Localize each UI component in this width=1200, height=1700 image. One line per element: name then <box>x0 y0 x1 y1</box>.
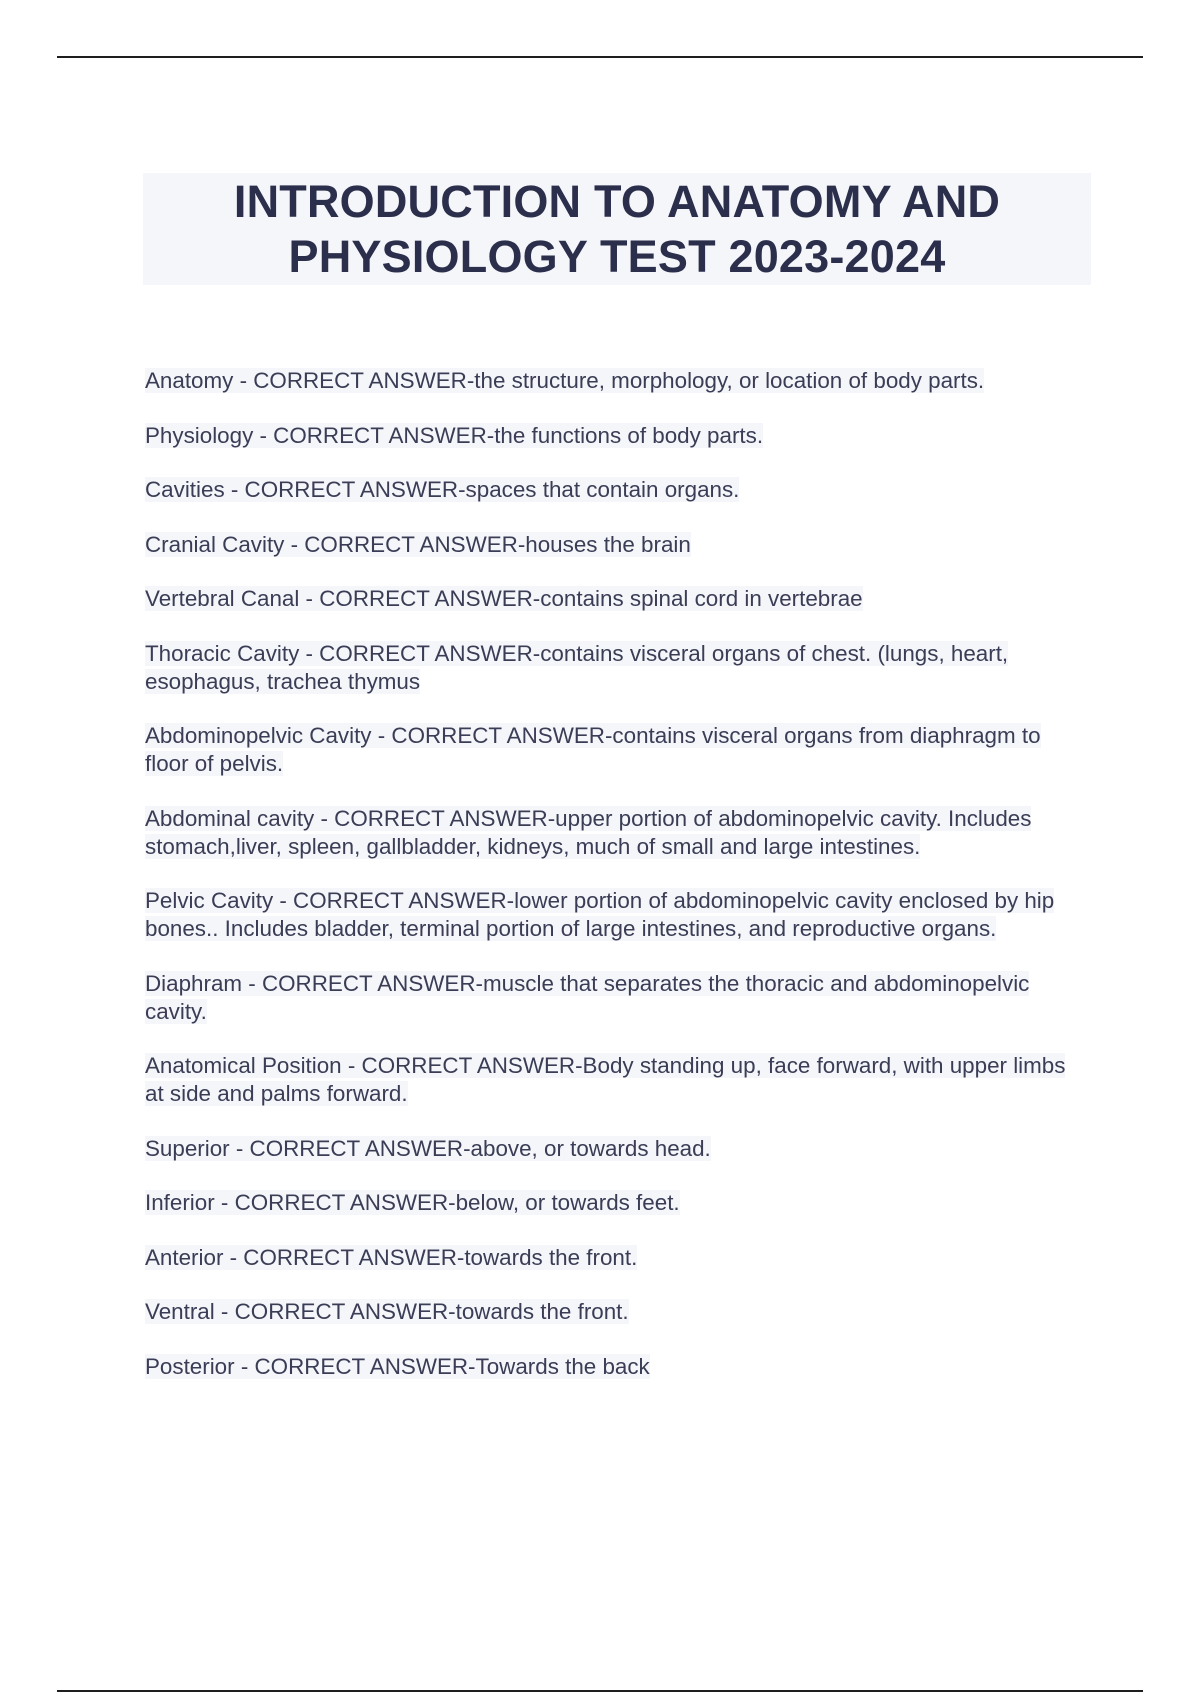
qa-entry-text: Vertebral Canal - CORRECT ANSWER-contains spinal cord in vertebrae <box>145 586 863 611</box>
qa-entry-text: Superior - CORRECT ANSWER-above, or towards head. <box>145 1135 711 1161</box>
qa-entry-anatomical-position <box>145 1052 1090 1108</box>
page-title <box>234 174 1000 284</box>
qa-entry-anterior <box>145 1244 1090 1272</box>
top-rule <box>57 56 1143 58</box>
qa-entry-anatomy <box>145 367 1090 395</box>
qa-entry-abdominopelvic-cavity <box>145 722 1090 778</box>
qa-entry-text: Inferior - CORRECT ANSWER-below, or towards feet. <box>145 1190 680 1215</box>
qa-entry-text: Pelvic Cavity - CORRECT ANSWER-lower portion of abdominopelvic cavity enclosed by hip bones.. Includes bladder, terminal portion of large intestines, and reproductive organs. <box>145 888 1055 941</box>
qa-entry-vertebral-canal <box>145 585 1090 613</box>
qa-entry-text: Anterior - CORRECT ANSWER-towards the front. <box>145 1244 638 1270</box>
qa-entry-text: Posterior - CORRECT ANSWER-Towards the back <box>145 1353 650 1379</box>
qa-entry-text: Physiology - CORRECT ANSWER-the functions of body parts. <box>145 422 764 448</box>
qa-entry-pelvic-cavity <box>145 887 1090 943</box>
qa-entry-physiology <box>145 422 1090 450</box>
qa-entry-abdominal-cavity <box>145 805 1090 861</box>
qa-entry-text: Thoracic Cavity - CORRECT ANSWER-contains visceral organs of chest. (lungs, heart, esophagus, trachea thymus <box>145 640 1009 694</box>
qa-entry-inferior <box>145 1189 1090 1217</box>
qa-entry-text: Anatomy - CORRECT ANSWER-the structure, morphology, or location of body parts. <box>145 368 985 393</box>
qa-entry-cavities <box>145 476 1090 504</box>
title-line-1: INTRODUCTION TO ANATOMY AND <box>233 176 1001 227</box>
qa-entry-thoracic-cavity <box>145 640 1090 696</box>
qa-entry-text: Abdominal cavity - CORRECT ANSWER-upper portion of abdominopelvic cavity. Includes stomach,liver, spleen, gallbladder, kidneys, much of small and large intestines. <box>145 805 1032 859</box>
qa-entry-text: Diaphram - CORRECT ANSWER-muscle that separates the thoracic and abdominopelvic cavity. <box>145 970 1030 1024</box>
qa-entry-diaphram <box>145 970 1090 1026</box>
qa-entry-ventral <box>145 1298 1090 1326</box>
title-line-2: PHYSIOLOGY TEST 2023-2024 <box>288 231 946 282</box>
qa-entry-text: Anatomical Position - CORRECT ANSWER-Body standing up, face forward, with upper limbs at side and palms forward. <box>145 1053 1066 1106</box>
qa-entry-text: Abdominopelvic Cavity - CORRECT ANSWER-contains visceral organs from diaphragm to floor of pelvis. <box>145 723 1041 776</box>
qa-entry-superior <box>145 1135 1090 1163</box>
bottom-rule <box>57 1690 1143 1692</box>
qa-entry-text: Cavities - CORRECT ANSWER-spaces that contain organs. <box>145 477 740 502</box>
title-banner <box>143 173 1091 285</box>
qa-entry-posterior <box>145 1353 1090 1381</box>
qa-entry-text: Cranial Cavity - CORRECT ANSWER-houses the brain <box>145 531 691 557</box>
qa-list <box>145 367 1090 1407</box>
qa-entry-text: Ventral - CORRECT ANSWER-towards the front. <box>145 1299 629 1324</box>
qa-entry-cranial-cavity <box>145 531 1090 559</box>
